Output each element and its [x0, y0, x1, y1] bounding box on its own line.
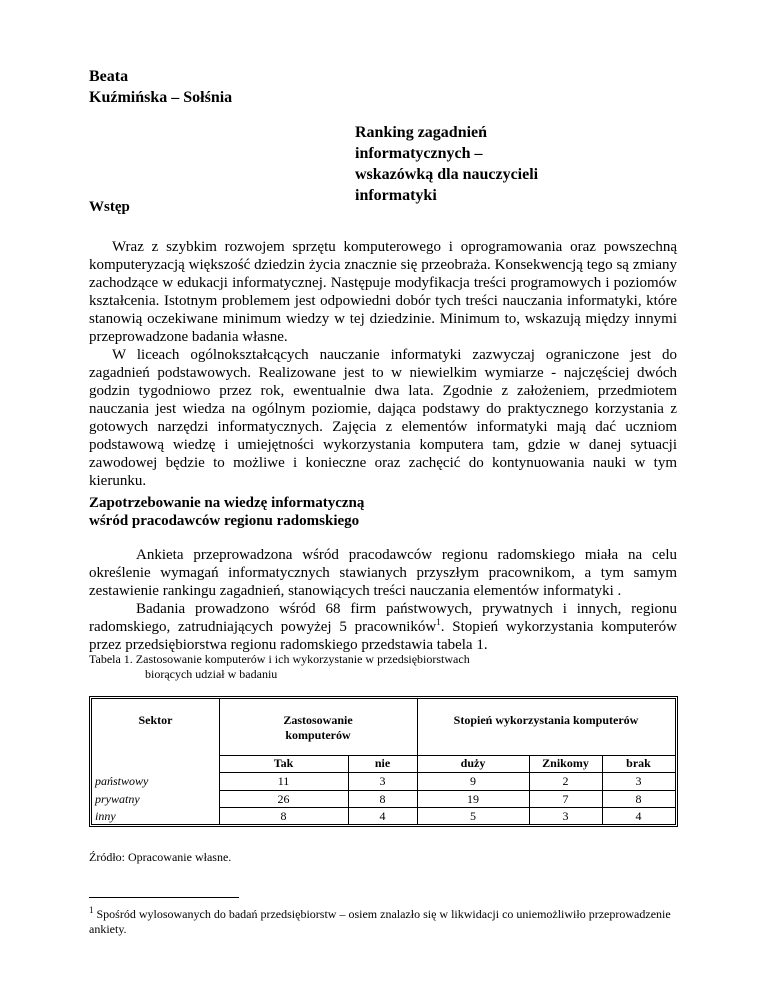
row-sector: prywatny [95, 792, 140, 806]
caption-line: biorących udział w badaniu [145, 667, 278, 681]
cell-nie: 3 [379, 774, 386, 788]
author [89, 66, 232, 108]
footnote-ref[interactable]: 1 [436, 617, 441, 627]
cell-znikomy: 7 [562, 792, 569, 806]
caption-line: Tabela 1. Zastosowanie komputerów i ich wykorzystanie w przedsiębiorstwach [89, 652, 470, 666]
header-degree: Stopień wykorzystania komputerów [453, 713, 639, 727]
section-heading-line: wśród pracodawców regionu radomskiego [89, 513, 360, 529]
intro-heading: Wstęp [89, 199, 130, 215]
section-paragraph-1: Ankieta przeprowadzona wśród pracodawców regionu radomskiego miała na celu określenie wymagań informatycznych stawianych przyszłym pracownikom, a tym samym zestawienie rankingu zagadnień, stanowiących treści nauczania elementów informatyki . [89, 547, 677, 599]
title-line: wskazówką dla nauczycieli [355, 166, 539, 183]
footnote [89, 907, 689, 937]
cell-brak: 8 [635, 792, 642, 806]
author-last-name: Kuźmińska – Sołśnia [89, 89, 233, 106]
section-paragraph-2 [89, 600, 677, 654]
subheader-znikomy: Znikomy [542, 756, 589, 770]
table-caption [89, 652, 689, 682]
header-sector: Sektor [138, 713, 173, 727]
cell-duzy: 5 [470, 809, 476, 823]
header-usage-line: komputerów [285, 728, 351, 742]
cell-duzy: 19 [467, 792, 479, 806]
table-divider [219, 772, 675, 773]
subheader-nie: nie [374, 756, 391, 770]
row-sector: inny [95, 809, 116, 823]
intro-body [89, 238, 677, 490]
title-line: informatyki [355, 187, 437, 204]
paragraph-text: . Stopień wykorzystania komputerów przez przedsiębiorstwa regionu radomskiego przedstawia tabela 1. [89, 619, 677, 653]
table-source: Źródło: Opracowanie własne. [89, 850, 232, 864]
section-heading [89, 494, 364, 530]
table-divider [219, 790, 675, 791]
intro-paragraph-1: Wraz z szybkim rozwojem sprzętu komputerowego i oprogramowania oraz powszechną komputeryzacją większość dziedzin życia znacznie się przeobraża. Konsekwencją tego są zmiany zachodzące w edukacji informatycznej. Następuje modyfikacja treści programowych i poziomów kształcenia. Istotnym problemem jest odpowiedni dobór tych treści nauczania informatyki, które stanowią oczekiwane minimum wiedzy w tej dziedzinie. Minimum to, wskazują między innymi przeprowadzone badania własne. [89, 239, 677, 345]
data-table [89, 696, 678, 827]
title-line: informatycznych – [355, 145, 483, 162]
cell-tak: 8 [280, 809, 287, 823]
cell-nie: 8 [379, 792, 386, 806]
footnote-text: Spośród wylosowanych do badań przedsiębiorstw – osiem znalazło się w likwidacji co uniemożliwiło przeprowadzenie ankiety. [89, 907, 671, 936]
header-usage-line: Zastosowanie [283, 713, 353, 727]
cell-brak: 4 [635, 809, 642, 823]
cell-tak: 11 [277, 774, 290, 788]
table-divider [219, 807, 675, 808]
intro-paragraph-2: W liceach ogólnokształcących nauczanie informatyki zazwyczaj ograniczone jest do zagadnień podstawowych. Realizowane jest to w niewielkim wymiarze - najczęściej dwóch godzin tygodniowo przez rok, ewentualnie dwa lata. Zgodnie z założeniem, przedmiotem nauczania jest wiedza na ogólnym poziomie, dająca podstawy do praktycznego korzystania z gotowych narzędzi informatycznych. Zajęcia z elementów informatyki mają dać uczniom podstawową wiedzę i umiejętności wykorzystania komputera tam, gdzie w danej sytuacji zawodowej będzie to możliwe i konieczne oraz zachęcić do kontynuowania nauki w tym kierunku. [89, 347, 677, 489]
row-sector: państwowy [95, 774, 149, 788]
subheader-brak: brak [626, 756, 651, 770]
section-heading-line: Zapotrzebowanie na wiedzę informatyczną [89, 495, 365, 511]
author-first-name: Beata [89, 68, 129, 85]
cell-znikomy: 2 [562, 774, 569, 788]
subheader-tak: Tak [273, 756, 294, 770]
cell-brak: 3 [635, 774, 642, 788]
title-line: Ranking zagadnień [355, 124, 488, 141]
cell-tak: 26 [277, 792, 290, 806]
cell-znikomy: 3 [562, 809, 569, 823]
footnote-number: 1 [89, 905, 94, 915]
footnote-divider [89, 897, 239, 898]
section-body [89, 546, 677, 654]
cell-nie: 4 [379, 809, 386, 823]
paper-title [355, 122, 655, 206]
paragraph-text: Badania prowadzono wśród 68 firm państwowych, prywatnych i innych, regionu radomskiego, zatrudniających powyżej 5 pracowników [89, 601, 677, 635]
subheader-duzy: duży [460, 756, 486, 770]
cell-duzy: 9 [470, 774, 476, 788]
header-usage [219, 713, 417, 743]
